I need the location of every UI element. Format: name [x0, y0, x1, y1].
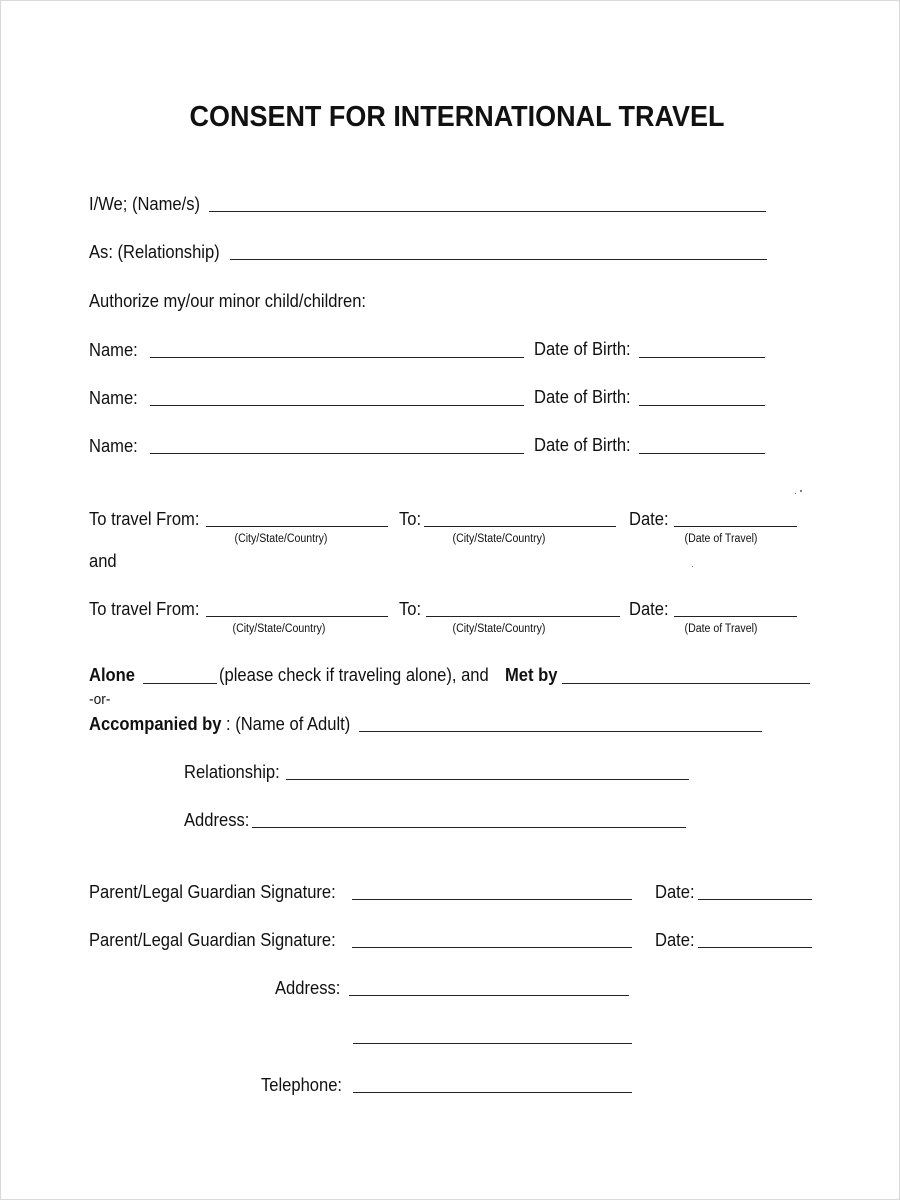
met-by-field[interactable]: [562, 683, 810, 684]
travel-to-label: To:: [399, 599, 422, 619]
travel-to-field[interactable]: [426, 616, 620, 617]
child-dob-label: Date of Birth:: [534, 387, 631, 407]
scan-speck: [795, 493, 796, 494]
telephone-field[interactable]: [353, 1092, 632, 1093]
travel-from-label: To travel From:: [89, 599, 200, 619]
signature-date-label: Date:: [655, 882, 695, 902]
parent-address-field[interactable]: [349, 995, 629, 996]
travel-to-caption: (City/State/Country): [452, 533, 546, 545]
travel-from-caption: (City/State/Country): [232, 623, 326, 635]
child-dob-field[interactable]: [639, 453, 765, 454]
met-by-label: Met by: [505, 665, 558, 685]
travel-to-caption: (City/State/Country): [452, 623, 546, 635]
travel-to-label: To:: [399, 509, 422, 529]
child-name-field[interactable]: [150, 357, 524, 358]
alone-checkbox-field[interactable]: [143, 683, 217, 684]
travel-date-caption: (Date of Travel): [684, 623, 758, 635]
child-dob-label: Date of Birth:: [534, 339, 631, 359]
signature-date-field[interactable]: [698, 947, 812, 948]
relationship-label: As: (Relationship): [89, 242, 220, 262]
parent-address-label: Address:: [275, 978, 341, 998]
alone-label: Alone: [89, 665, 136, 685]
scan-speck: [692, 566, 693, 567]
accompanied-field[interactable]: [359, 731, 762, 732]
signature-field[interactable]: [352, 899, 632, 900]
address-field[interactable]: [252, 827, 686, 828]
travel-from-field[interactable]: [206, 616, 388, 617]
address-label: Address:: [184, 810, 250, 830]
travel-date-field[interactable]: [674, 616, 797, 617]
child-name-field[interactable]: [150, 405, 524, 406]
and-text: and: [89, 551, 117, 571]
child-dob-field[interactable]: [639, 405, 765, 406]
accompanied-text: : (Name of Adult): [226, 714, 351, 734]
child-dob-label: Date of Birth:: [534, 435, 631, 455]
child-name-label: Name:: [89, 340, 138, 360]
names-field[interactable]: [209, 211, 766, 212]
alone-text: (please check if traveling alone), and: [219, 665, 489, 685]
travel-from-label: To travel From:: [89, 509, 200, 529]
travel-date-field[interactable]: [674, 526, 797, 527]
relationship2-field[interactable]: [286, 779, 689, 780]
parent-address-field-line2[interactable]: [353, 1043, 632, 1044]
signature-label: Parent/Legal Guardian Signature:: [89, 930, 336, 950]
child-name-label: Name:: [89, 388, 138, 408]
relationship-field[interactable]: [230, 259, 767, 260]
names-label: I/We; (Name/s): [89, 194, 201, 214]
relationship2-label: Relationship:: [184, 762, 280, 782]
child-name-field[interactable]: [150, 453, 524, 454]
travel-date-label: Date:: [629, 509, 669, 529]
travel-date-label: Date:: [629, 599, 669, 619]
signature-label: Parent/Legal Guardian Signature:: [89, 882, 336, 902]
signature-field[interactable]: [352, 947, 632, 948]
telephone-label: Telephone:: [261, 1075, 343, 1095]
travel-from-caption: (City/State/Country): [234, 533, 328, 545]
form-title: CONSENT FOR INTERNATIONAL TRAVEL: [189, 101, 725, 133]
scan-speck: [800, 490, 802, 492]
accompanied-label: Accompanied by: [89, 714, 222, 734]
child-name-label: Name:: [89, 436, 138, 456]
signature-date-label: Date:: [655, 930, 695, 950]
signature-date-field[interactable]: [698, 899, 812, 900]
authorize-text: Authorize my/our minor child/children:: [89, 291, 367, 311]
child-dob-field[interactable]: [639, 357, 765, 358]
travel-to-field[interactable]: [424, 526, 616, 527]
or-text: -or-: [89, 691, 111, 708]
travel-from-field[interactable]: [206, 526, 388, 527]
travel-date-caption: (Date of Travel): [684, 533, 758, 545]
